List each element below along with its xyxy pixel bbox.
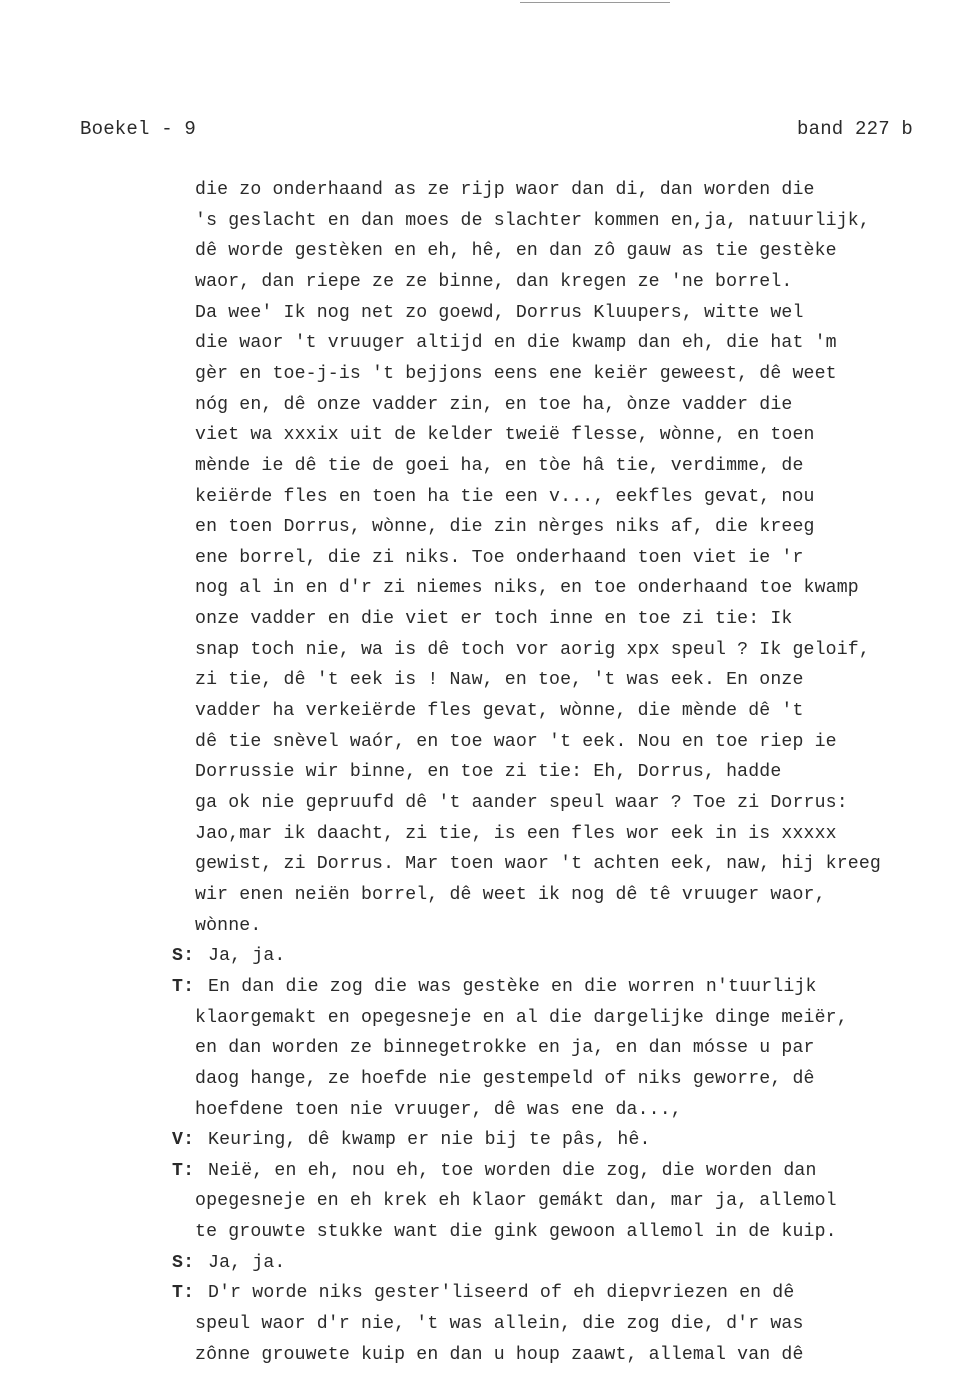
text-line: en dan worden ze binnegetrokke en ja, en dan mósse u par xyxy=(195,1038,815,1059)
text-line: ene borrel, die zi niks. Toe onderhaand toen viet ie 'r xyxy=(195,547,804,568)
text-line: nog al in en d'r zi niemes niks, en toe onderhaand toe kwamp xyxy=(195,578,859,599)
text-line: mènde ie dê tie de goei ha, en tòe hâ tie, verdimme, de xyxy=(195,455,804,476)
text-line: ga ok nie gepruufd dê 't aander speul waar ? Toe zi Dorrus: xyxy=(195,793,848,813)
text-line: wir enen neiën borrel, dê weet ik nog dê tê vruuger waor, xyxy=(195,884,826,905)
text-line: dê worde gestèken en eh, hê, en dan zô gauw as tie gestèke xyxy=(195,241,837,262)
text-line: wònne. xyxy=(195,915,262,936)
speaker-label: T: xyxy=(172,976,195,997)
text-line: opegesneje en eh krek eh klaor gemákt dan, mar ja, allemol xyxy=(195,1191,837,1212)
top-rule xyxy=(520,2,670,3)
text-line: die waor 't vruuger altijd en die kwamp dan eh, die hat 'm xyxy=(195,333,837,354)
text-line: 's geslacht en dan moes de slachter kommen en,ja, natuurlijk, xyxy=(195,210,870,231)
text-line: keiërde fles en toen ha tie een v..., eekfles gevat, nou xyxy=(195,486,815,507)
text-line: D'r worde niks gester'liseerd of eh diepvriezen en dê xyxy=(208,1283,795,1304)
text-line: daog hange, ze hoefde nie gestempeld of niks geworre, dê xyxy=(195,1068,815,1089)
text-line: Keuring, dê kwamp er nie bij te pâs, hê. xyxy=(208,1130,651,1151)
text-line: dê tie snèvel waór, en toe waor 't eek. Nou en toe riep ie xyxy=(195,731,837,752)
speaker-label: T: xyxy=(172,1283,195,1304)
header-right: band 227 b xyxy=(797,118,914,140)
header-left: Boekel - 9 xyxy=(80,118,197,140)
text-line: zônne grouwete kuip en dan u houp zaawt, allemal van dê xyxy=(195,1344,804,1365)
speaker-label: V: xyxy=(172,1130,195,1151)
speaker-label: S: xyxy=(172,1252,195,1273)
text-line: die zo onderhaand as ze rijp waor dan di, dan worden die xyxy=(195,180,815,200)
text-line: en toen Dorrus, wònne, die zin nèrges niks af, die kreeg xyxy=(195,517,815,538)
text-line: Jao,mar ik daacht, zi tie, is een fles wor eek in is xxxxx xyxy=(195,823,837,844)
text-line: klaorgemakt en opegesneje en al die dargelijke dinge meiër, xyxy=(195,1007,848,1028)
text-line: Neië, en eh, nou eh, toe worden die zog, die worden dan xyxy=(208,1160,817,1181)
text-line: nóg en, dê onze vadder zin, en toe ha, ònze vadder die xyxy=(195,394,793,415)
speaker-label: S: xyxy=(172,946,195,967)
text-line: Da wee' Ik nog net zo goewd, Dorrus Kluupers, witte wel xyxy=(195,302,804,323)
text-line: En dan die zog die was gestèke en die worren n'tuurlijk xyxy=(208,976,817,997)
text-line: zi tie, dê 't eek is ! Naw, en toe, 't was eek. En onze xyxy=(195,670,804,691)
text-line: snap toch nie, wa is dê toch vor aorig xpx speul ? Ik geloif, xyxy=(195,639,870,660)
text-line: waor, dan riepe ze ze binne, dan kregen ze 'ne borrel. xyxy=(195,271,793,292)
text-line: vadder ha verkeiërde fles gevat, wònne, die mènde dê 't xyxy=(195,701,804,722)
text-line: speul waor d'r nie, 't was allein, die zog die, d'r was xyxy=(195,1314,804,1335)
text-line: gewist, zi Dorrus. Mar toen waor 't achten eek, naw, hij kreeg xyxy=(195,854,881,875)
text-line: onze vadder en die viet er toch inne en toe zi tie: Ik xyxy=(195,609,793,630)
text-line: gèr en toe-j-is 't bejjons eens ene keiër geweest, dê weet xyxy=(195,363,837,384)
text-line: viet wa xxxix uit de kelder tweië flesse, wònne, en toen xyxy=(195,425,815,446)
text-line: hoefdene toen nie vruuger, dê was ene da..., xyxy=(195,1099,682,1120)
text-line: te grouwte stukke want die gink gewoon allemol in de kuip. xyxy=(195,1222,837,1243)
speaker-label: T: xyxy=(172,1160,195,1181)
text-line: Ja, ja. xyxy=(208,1252,286,1273)
text-line: Ja, ja. xyxy=(208,946,286,967)
text-line: Dorrussie wir binne, en toe zi tie: Eh, Dorrus, hadde xyxy=(195,762,782,783)
